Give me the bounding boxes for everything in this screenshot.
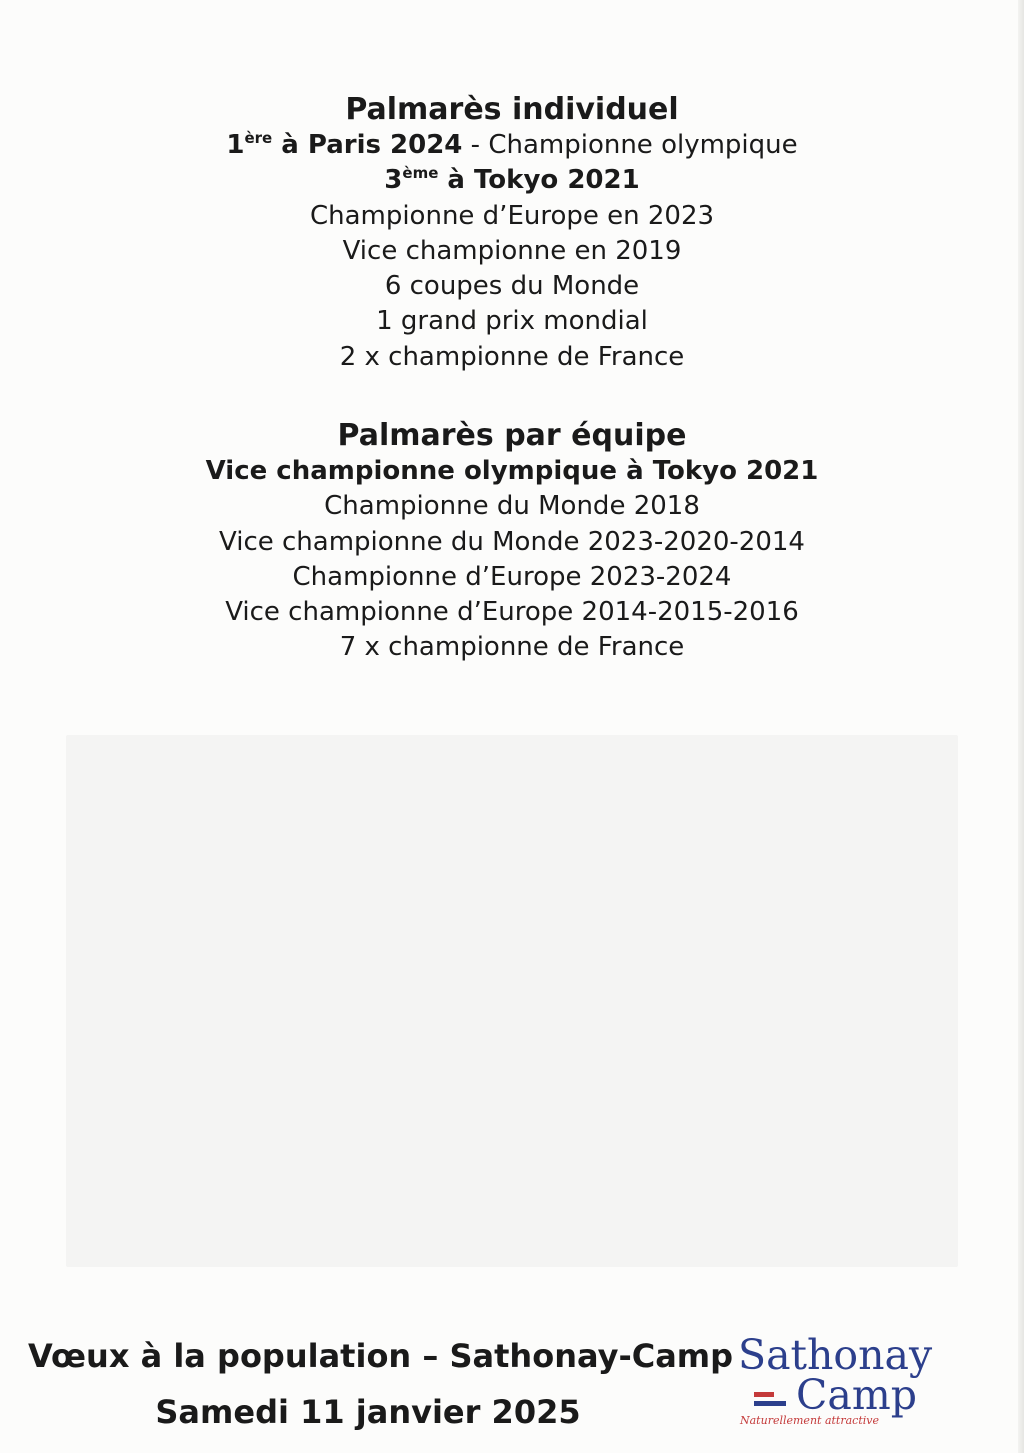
sathonay-camp-logo (736, 1330, 960, 1434)
rank-number: 3 (384, 165, 403, 196)
achievement-line: 7 x championne de France (339, 632, 685, 663)
paris-2024-line (0, 128, 1024, 163)
flag-mark-icon (752, 1388, 788, 1410)
achievement-line: 2 x championne de France (339, 341, 685, 372)
logo-word-bottom: Camp (796, 1371, 917, 1419)
achievement-line: Championne d’Europe 2023-2024 (292, 561, 732, 592)
achievement-line: Championne du Monde 2018 (324, 491, 700, 522)
achievement-line: Vice championne en 2019 (342, 235, 682, 266)
achievement-line: Vice championne du Monde 2023-2020-2014 (219, 526, 805, 557)
achievement-line: Championne d’Europe en 2023 (309, 200, 715, 231)
palmares-individuel-heading: Palmarès individuel (345, 92, 679, 127)
palmares-equipe-section (0, 418, 1024, 666)
rank-number: 1 (226, 130, 245, 160)
footer-event-title: Vœux à la population – Sathonay-Camp (28, 1337, 734, 1375)
blank-photo-area (66, 735, 958, 1267)
achievement-line: 6 coupes du Monde (384, 271, 640, 302)
logo-word-top: Sathonay (738, 1331, 933, 1379)
logo-tagline: Naturellement attractive (740, 1414, 879, 1427)
olympic-team-line: Vice championne olympique à Tokyo 2021 (205, 456, 819, 486)
rank-suffix: ème (402, 164, 439, 183)
palmares-equipe-heading: Palmarès par équipe (337, 418, 687, 453)
rank-suffix: ère (244, 129, 273, 147)
event-text: à Paris 2024 (272, 130, 463, 160)
event-text: à Tokyo 2021 (438, 165, 640, 196)
footer-event-date: Samedi 11 janvier 2025 (155, 1393, 581, 1431)
palmares-individuel-section (0, 92, 1024, 375)
tokyo-2021-line (0, 163, 1024, 198)
achievement-line: 1 grand prix mondial (376, 306, 648, 337)
achievement-line: Vice championne d’Europe 2014-2015-2016 (225, 597, 799, 628)
title-text: - Championne olympique (462, 130, 798, 160)
